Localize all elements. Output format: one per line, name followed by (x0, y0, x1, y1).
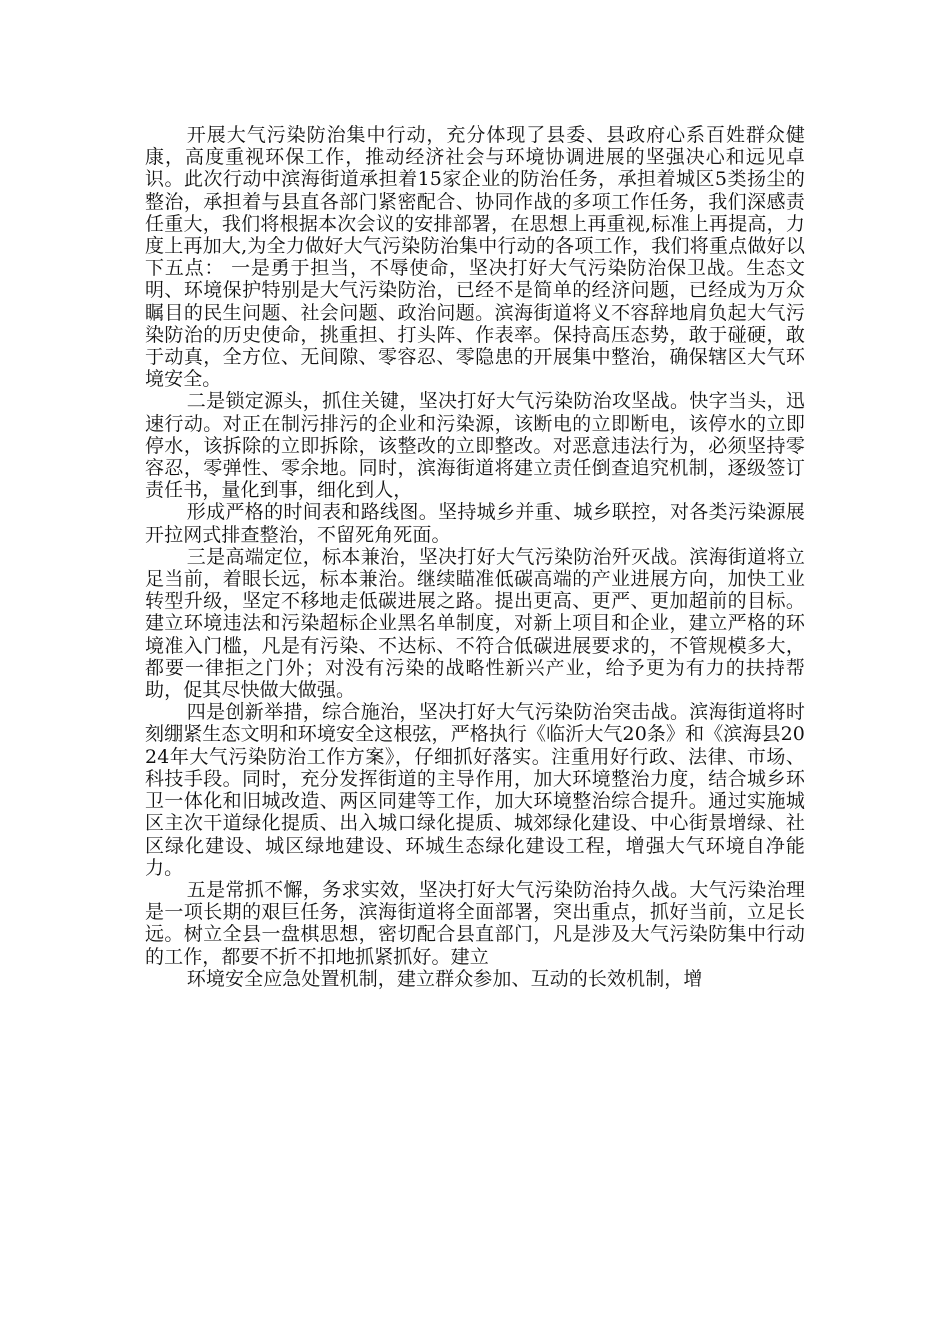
paragraph-point-four: 四是创新举措，综合施治，坚决打好大气污染防治突击战。滨海街道将时刻绷紧生态文明和环境安全这根弦，严格执行《临沂大气20条》和《滨海县2024年大气污染防治工作方案》，仔细抓好落实。注重用好行政、法律、市场、科技手段。同时，充分发挥街道的主导作用，加大环境整治力度，结合城乡环卫一体化和旧城改造、两区同建等工作，加大环境整治综合提升。通过实施城区主次干道绿化提质、出入城口绿化提质、城郊绿化建设、中心街景增绿、社区绿化建设、城区绿地建设、环城生态绿化建设工程，增强大气环境自净能力。 (145, 701, 805, 879)
paragraph-point-three: 三是高端定位，标本兼治，坚决打好大气污染防治歼灭战。滨海街道将立足当前，着眼长远，标本兼治。继续瞄准低碳高端的产业进展方向，加快工业转型升级，坚定不移地走低碳进展之路。提出更高、更严、更加超前的目标。建立环境违法和污染超标企业黑名单制度，对新上项目和企业，建立严格的环境准入门槛，凡是有污染、不达标、不符合低碳进展要求的，不管规模多大，都要一律拒之门外；对没有污染的战略性新兴产业，给予更为有力的扶持帮助，促其尽快做大做强。 (145, 545, 805, 702)
paragraph-intro-and-point-one: 开展大气污染防治集中行动，充分体现了县委、县政府心系百姓群众健康，高度重视环保工作，推动经济社会与环境协调进展的坚强决心和远见卓识。此次行动中滨海街道承担着15家企业的防治任务，承担着城区5类扬尘的整治，承担着与县直各部门紧密配合、协同作战的多项工作任务，我们深感责任重大，我们将根据本次会议的安排部署，在思想上再重视,标准上再提高，力度上再加大,为全力做好大气污染防治集中行动的各项工作，我们将重点做好以下五点： 一是勇于担当，不辱使命，坚决打好大气污染防治保卫战。生态文明、环境保护特别是大气污染防治，已经不是简单的经济问题，已经成为万众瞩目的民生问题、社会问题、政治问题。滨海街道将义不容辞地肩负起大气污染防治的历史使命，挑重担、打头阵、作表率。保持高压态势，敢于碰硬，敢于动真，全方位、无间隙、零容忍、零隐患的开展集中整治，确保辖区大气环境安全。 (145, 124, 805, 391)
paragraph-point-five-continued: 环境安全应急处置机制，建立群众参加、互动的长效机制，增 (186, 967, 703, 990)
paragraph-point-two: 二是锁定源头，抓住关键，坚决打好大气污染防治攻坚战。快字当头，迅速行动。对正在制污排污的企业和污染源，该断电的立即断电，该停水的立即停水，该拆除的立即拆除，该整改的立即整改。对恶意违法行为，必须坚持零容忍，零弹性、零余地。同时，滨海街道将建立责任倒查追究机制，逐级签订责任书，量化到事，细化到人， (145, 390, 805, 502)
document-body (145, 124, 805, 990)
paragraph-point-two-continued: 形成严格的时间表和路线图。坚持城乡并重、城乡联控，对各类污染源展开拉网式排查整治，不留死角死面。 (145, 501, 805, 546)
paragraph-point-five: 五是常抓不懈，务求实效，坚决打好大气污染防治持久战。大气污染治理是一项长期的艰巨任务，滨海街道将全面部署，突出重点，抓好当前，立足长远。树立全县一盘棋思想，密切配合县直部门，凡是涉及大气污染防集中行动的工作，都要不折不扣地抓紧抓好。建立 (145, 878, 805, 968)
